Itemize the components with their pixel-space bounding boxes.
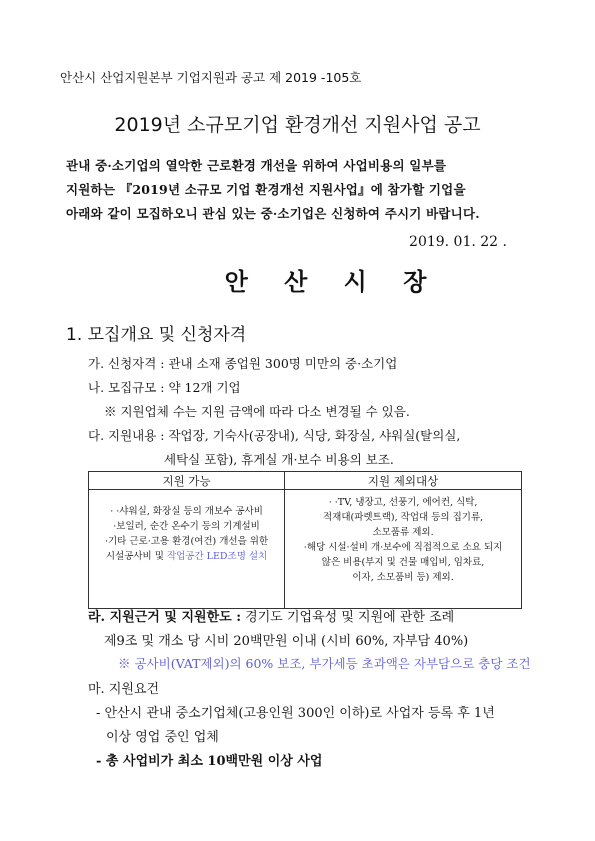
- table-row: [89, 490, 522, 609]
- excluded-line: 않은 비용(부지 및 건물 매입비, 임차료,: [321, 557, 485, 568]
- excluded-line: ·해당 시설·설비 개·보수에 직접적으로 소요 되지: [303, 542, 503, 553]
- support-basis-label: 라. 지원근거 및 지원한도 :: [88, 610, 242, 625]
- requirement-item-cont: 이상 영업 중인 업체: [106, 730, 219, 745]
- support-table: [88, 471, 522, 609]
- support-basis-text: 경기도 기업육성 및 지원에 관한 조례: [241, 610, 455, 625]
- excluded-cell: [285, 490, 522, 609]
- intro-line-2: 지원하는 『2019년 소규모 기업 환경개선 지원사업』에 참가할 기업을: [66, 182, 466, 197]
- vat-note: ※ 공사비(VAT제외)의 60% 보조, 부가세등 초과액은 자부담으로 충당 조건: [118, 656, 531, 671]
- requirement-item: - 안산시 관내 중소기업체(고용인원 300인 이하)로 사업자 등록 후 1년: [96, 706, 495, 721]
- eligible-line: ·보일러, 순간 온수기 등의 기계설비: [113, 521, 260, 532]
- excluded-line: 적재대(파렛트랙), 작업대 등의 집기류,: [322, 512, 484, 523]
- requirements-heading: 마. 지원요건: [88, 682, 160, 697]
- notice-date: 2019. 01. 22 .: [409, 234, 507, 250]
- table-header-row: [89, 472, 522, 490]
- excluded-line: 이자, 소모품비 등) 제외.: [352, 572, 454, 583]
- page-title: 2019년 소규모기업 환경개선 지원사업 공고: [114, 114, 481, 136]
- eligibility-item: 가. 신청자격 : 관내 소재 종업원 300명 미만의 중·소기업: [88, 356, 398, 371]
- table-header-excluded: 지원 제외대상: [285, 472, 522, 490]
- eligible-line-last: [92, 549, 281, 564]
- intro-line-3: 아래와 같이 모집하오니 관심 있는 중·소기업은 신청하여 주시기 바랍니다.: [66, 206, 480, 221]
- eligible-line: · ·샤워실, 화장실 등의 개보수 공사비: [110, 506, 263, 517]
- recruit-scale-item: 나. 모집규모 : 약 12개 기업: [88, 380, 241, 395]
- support-limit-line: 제9조 및 개소 당 시비 20백만원 이내 (시비 60%, 자부담 40%): [104, 634, 469, 649]
- intro-line-1: 관내 중·소기업의 열악한 근로환경 개선을 위하여 사업비용의 일부를: [66, 158, 447, 173]
- issuer: 안 산 시 장: [224, 267, 441, 296]
- led-highlight: 작업공간 LED조명 설치: [166, 551, 268, 562]
- support-content-item-cont: 세탁실 포함), 휴게실 개·보수 비용의 보조.: [164, 452, 394, 467]
- table-header-eligible: 지원 가능: [89, 472, 285, 490]
- eligible-cell: [89, 490, 285, 609]
- notice-number: 안산시 산업지원본부 기업지원과 공고 제 2019 -105호: [60, 70, 362, 85]
- recruit-scale-note: ※ 지원업체 수는 지원 금액에 따라 다소 변경될 수 있음.: [104, 404, 410, 419]
- section-title: 1. 모집개요 및 신청자격: [66, 325, 247, 345]
- eligible-last-prefix: 시설공사비 및: [105, 551, 167, 562]
- excluded-line: · ·TV, 냉장고, 선풍기, 에어컨, 식탁,: [328, 497, 478, 508]
- requirement-item: - 총 사업비가 최소 10백만원 이상 사업: [96, 754, 323, 769]
- eligible-line: ·기타 근로·고용 환경(여건) 개선을 위한: [104, 536, 269, 547]
- support-basis-item: [88, 606, 454, 625]
- excluded-line: 소모품류 제외.: [372, 527, 434, 538]
- support-content-item: 다. 지원내용 : 작업장, 기숙사(공장내), 식당, 화장실, 샤워실(탈의실,: [88, 428, 461, 443]
